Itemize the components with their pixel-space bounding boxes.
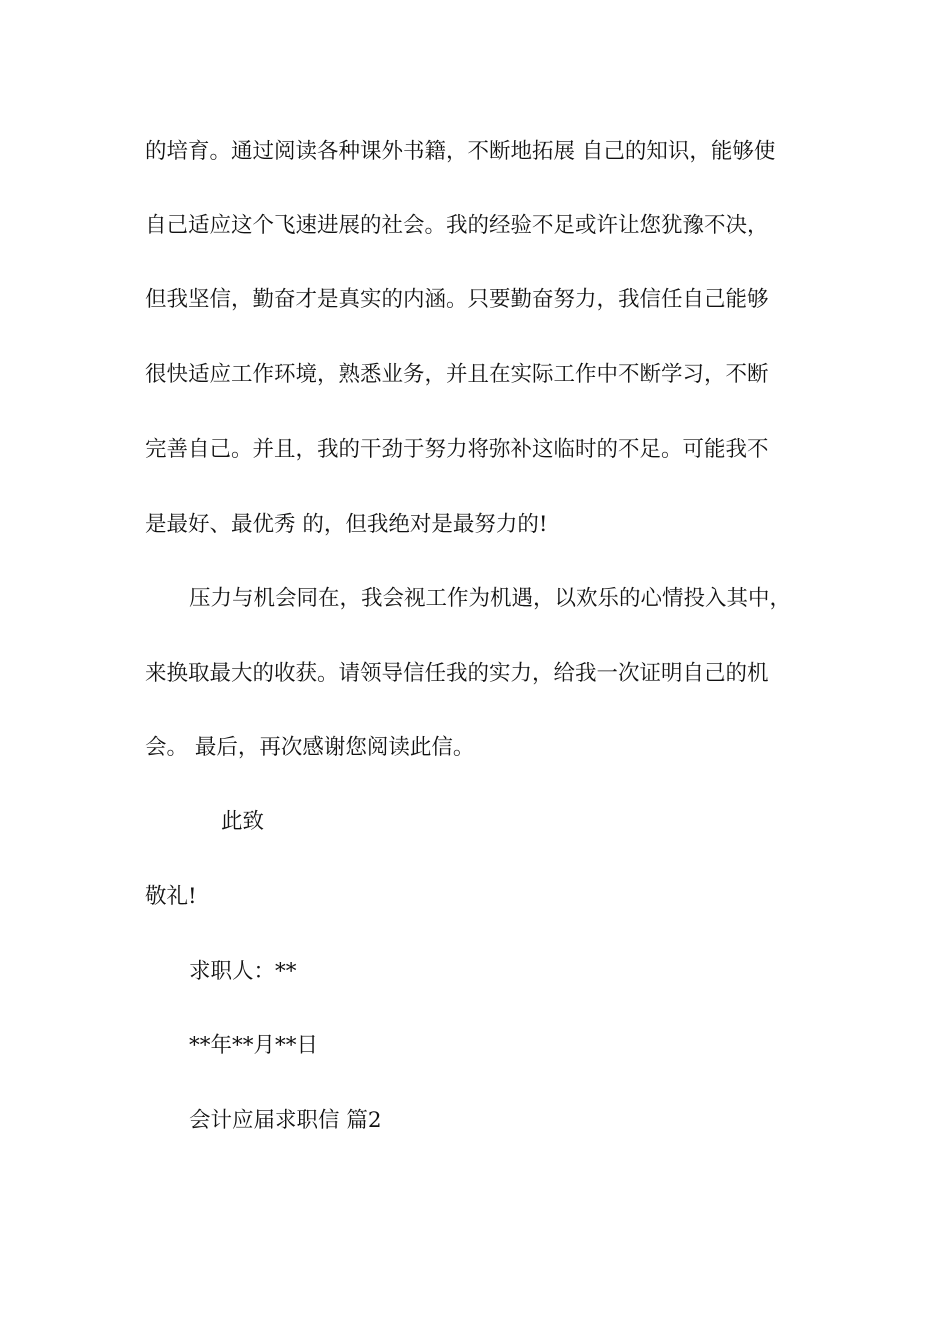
- closing-regards: 敬礼!: [145, 884, 197, 909]
- closing-salutation: 此致: [221, 809, 265, 834]
- paragraph-line-2: 自己适应这个飞速进展的社会。我的经验不足或许让您犹豫不决，: [145, 213, 769, 238]
- paragraph-line-3: 但我坚信，勤奋才是真实的内涵。只要勤奋努力，我信任自己能够: [145, 287, 769, 312]
- letter-date: **年**月**日: [189, 1033, 319, 1058]
- paragraph-line-5: 完善自己。并且，我的干劲于努力将弥补这临时的不足。可能我不: [145, 437, 769, 462]
- paragraph-line-8: 来换取最大的收获。请领导信任我的实力，给我一次证明自己的机: [145, 661, 769, 686]
- section-heading: 会计应届求职信 篇2: [189, 1108, 382, 1133]
- paragraph-line-1: 的培育。通过阅读各种课外书籍，不断地拓展 自己的知识，能够使: [145, 139, 776, 164]
- paragraph-line-9: 会。 最后，再次感谢您阅读此信。: [145, 735, 475, 760]
- paragraph-line-7: 压力与机会同在，我会视工作为机遇，以欢乐的心情投入其中，: [189, 586, 792, 611]
- paragraph-line-4: 很快适应工作环境，熟悉业务，并且在实际工作中不断学习，不断: [145, 362, 769, 387]
- paragraph-line-6: 是最好、最优秀 的，但我绝对是最努力的!: [145, 512, 548, 537]
- applicant-signature: 求职人：**: [189, 959, 297, 984]
